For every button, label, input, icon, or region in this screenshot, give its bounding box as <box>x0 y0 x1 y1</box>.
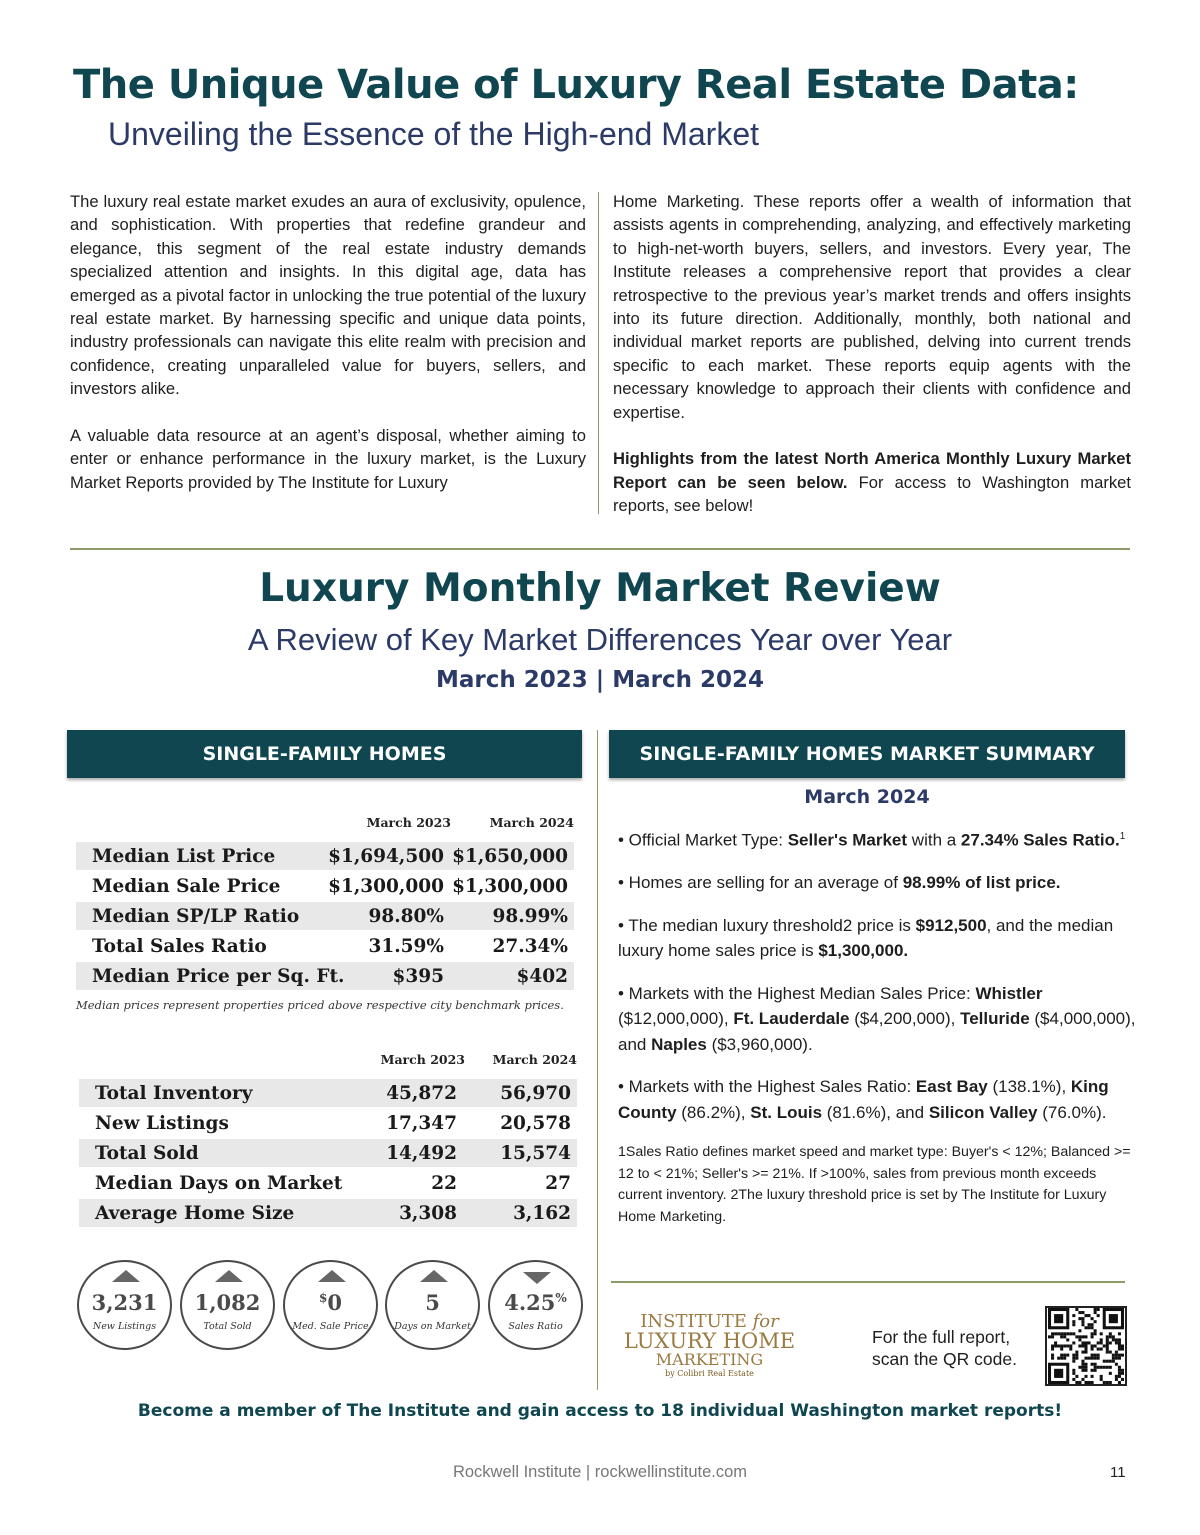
value-2024: 15,574 <box>500 1142 571 1164</box>
table-row <box>79 1109 577 1137</box>
change-value: $0 <box>319 1290 342 1315</box>
membership-callout: Become a member of The Institute and gain access to 18 individual Washington market reports! <box>137 1401 1063 1421</box>
page-subtitle: Unveiling the Essence of the High-end Market <box>108 116 760 152</box>
value-2024: $1,650,000 <box>452 845 568 867</box>
intro-paragraph <box>613 447 1131 517</box>
row-label: Median Price per Sq. Ft. <box>92 965 345 987</box>
table-row <box>76 842 574 870</box>
change-circle <box>283 1260 378 1350</box>
column-header-2023: March 2023 <box>366 815 451 830</box>
value-2023: 17,347 <box>386 1112 457 1134</box>
change-value: 5 <box>425 1290 440 1315</box>
value-2024: 27 <box>545 1172 571 1194</box>
arrow-up-icon <box>420 1270 448 1282</box>
value-2023: $395 <box>392 965 444 987</box>
section-divider <box>611 1281 1125 1283</box>
value-2023: 98.80% <box>368 905 444 927</box>
row-label: Average Home Size <box>95 1202 295 1224</box>
intro-left-column <box>70 190 586 518</box>
row-label: Total Sales Ratio <box>92 935 267 957</box>
arrow-down-icon <box>523 1272 551 1284</box>
table-row <box>76 902 574 930</box>
change-circle <box>77 1260 172 1350</box>
change-value: 1,082 <box>194 1290 261 1315</box>
column-divider <box>597 730 598 1390</box>
change-value: 4.25% <box>504 1290 567 1315</box>
intro-right-column <box>613 190 1131 541</box>
change-value: 3,231 <box>91 1290 158 1315</box>
page-title: The Unique Value of Luxury Real Estate Data: <box>73 62 1079 108</box>
table-row <box>79 1139 577 1167</box>
review-dates: March 2023 | March 2024 <box>436 667 764 693</box>
highlight-text: Highlights from the latest North America Monthly Luxury Market Report can be seen below. <box>613 449 1131 492</box>
arrow-up-icon <box>318 1270 346 1282</box>
price-stats-table <box>76 812 576 992</box>
value-2023: 22 <box>431 1172 457 1194</box>
intro-text: For access to Washington market reports, see below! <box>613 472 1131 516</box>
table-row <box>79 1169 577 1197</box>
value-2024: 20,578 <box>500 1112 571 1134</box>
row-label: New Listings <box>95 1112 229 1134</box>
market-summary <box>618 824 1138 1245</box>
page-number: 11 <box>1110 1464 1126 1481</box>
review-title: Luxury Monthly Market Review <box>259 566 941 611</box>
summary-bullet: • Homes are selling for an average of 98.99% of list price. <box>618 873 1061 893</box>
market-summary-banner: SINGLE-FAMILY HOMES MARKET SUMMARY <box>609 730 1125 778</box>
single-family-banner: SINGLE-FAMILY HOMES <box>67 730 582 778</box>
row-label: Median Sale Price <box>92 875 281 897</box>
value-2024: 56,970 <box>500 1082 571 1104</box>
value-2024: 98.99% <box>492 905 568 927</box>
column-header-2024: March 2024 <box>489 815 574 830</box>
value-2023: 45,872 <box>386 1082 457 1104</box>
value-2023: 3,308 <box>399 1202 457 1224</box>
value-2023: 14,492 <box>386 1142 457 1164</box>
inventory-stats-table <box>79 1049 579 1229</box>
summary-bullet: • The median luxury threshold2 price is $912,500, and the median luxury home sales price is $1,300,000. <box>618 915 1114 961</box>
arrow-up-icon <box>112 1270 140 1282</box>
row-label: Median SP/LP Ratio <box>92 905 300 927</box>
change-circle <box>180 1260 275 1350</box>
row-label: Total Inventory <box>95 1082 253 1104</box>
qr-code-icon[interactable] <box>1045 1306 1127 1386</box>
change-circle <box>385 1260 480 1350</box>
change-label: Med. Sale Price <box>292 1321 369 1332</box>
summary-bullet: • Markets with the Highest Median Sales Price: Whistler ($12,000,000), Ft. Lauderdale ($4,200,000), Telluride ($4,000,000), and Naples ($3,960,000). <box>618 983 1136 1054</box>
table-row <box>79 1079 577 1107</box>
price-note: Median prices represent properties priced above respective city benchmark prices. <box>76 998 564 1012</box>
value-2024: $1,300,000 <box>452 875 568 897</box>
value-2023: $1,300,000 <box>328 875 444 897</box>
summary-bullet: • Official Market Type: Seller's Market with a 27.34% Sales Ratio.$^1$ <box>618 830 1126 850</box>
change-label: Sales Ratio <box>508 1321 563 1332</box>
change-circle <box>488 1260 583 1350</box>
value-2023: 31.59% <box>368 935 444 957</box>
value-2024: 27.34% <box>492 935 568 957</box>
column-header-2023: March 2023 <box>380 1052 465 1067</box>
table-row <box>76 872 574 900</box>
value-2024: 3,162 <box>513 1202 571 1224</box>
section-divider <box>70 548 1130 550</box>
row-label: Total Sold <box>95 1142 199 1164</box>
column-header-2024: March 2024 <box>492 1052 577 1067</box>
row-label: Median Days on Market <box>95 1172 343 1194</box>
qr-instructions: For the full report, scan the QR code. <box>872 1327 1017 1369</box>
change-label: New Listings <box>92 1321 157 1332</box>
intro-paragraph: The luxury real estate market exudes an aura of exclusivity, opulence, and sophistication. With properties that redefine grandeur and elegance, this segment of the real estate industry demands specialized attention and insights. In this digital age, data has emerged as a pivotal factor in unlocking the true potential of the luxury real estate market. By harnessing specific and unique data points, industry professionals can navigate this elite realm with precision and confidence, creating unparalleled value for buyers, sellers, and investors alike. <box>70 192 586 399</box>
table-row <box>79 1199 577 1227</box>
summary-footnote: 1Sales Ratio defines market speed and market type: Buyer's < 12%; Balanced >= 12 to < 21%; Seller's >= 21%. If >100%, sales from previous month exceeds current inventory. 2The luxury threshold price is set by The Institute for Luxury Home Marketing. <box>618 1144 1131 1225</box>
table-row <box>76 932 574 960</box>
arrow-up-icon <box>215 1270 243 1282</box>
table-row <box>76 962 574 990</box>
summary-month: March 2024 <box>804 786 930 808</box>
value-2024: $402 <box>516 965 568 987</box>
intro-paragraph: A valuable data resource at an agent’s disposal, whether aiming to enter or enhance performance in the luxury market, is the Luxury Market Reports provided by The Institute for Luxury <box>70 426 586 492</box>
value-2023: $1,694,500 <box>328 845 444 867</box>
change-label: Days on Market <box>394 1321 471 1332</box>
page-footer: Rockwell Institute | rockwellinstitute.com <box>452 1463 748 1481</box>
change-label: Total Sold <box>203 1321 252 1332</box>
column-divider <box>598 192 599 514</box>
intro-paragraph: Home Marketing. These reports offer a wealth of information that assists agents in comprehending, analyzing, and effectively marketing to high-net-worth buyers, sellers, and investors. Every year, The Institute releases a comprehensive report that provides a clear retrospective to the previous year’s market trends and offers insights into its future direction. Additionally, monthly, both national and individual market reports are published, delving into current trends specific to each market. These reports equip agents with the necessary knowledge to approach their clients with confidence and expertise. <box>613 192 1131 422</box>
institute-logo: INSTITUTE for LUXURY HOME MARKETING by Colibri Real Estate <box>623 1311 796 1378</box>
row-label: Median List Price <box>92 845 276 867</box>
review-subtitle: A Review of Key Market Differences Year over Year <box>247 622 953 657</box>
summary-bullet: • Markets with the Highest Sales Ratio: East Bay (138.1%), King County (86.2%), St. Louis (81.6%), and Silicon Valley (76.0%). <box>618 1077 1109 1122</box>
